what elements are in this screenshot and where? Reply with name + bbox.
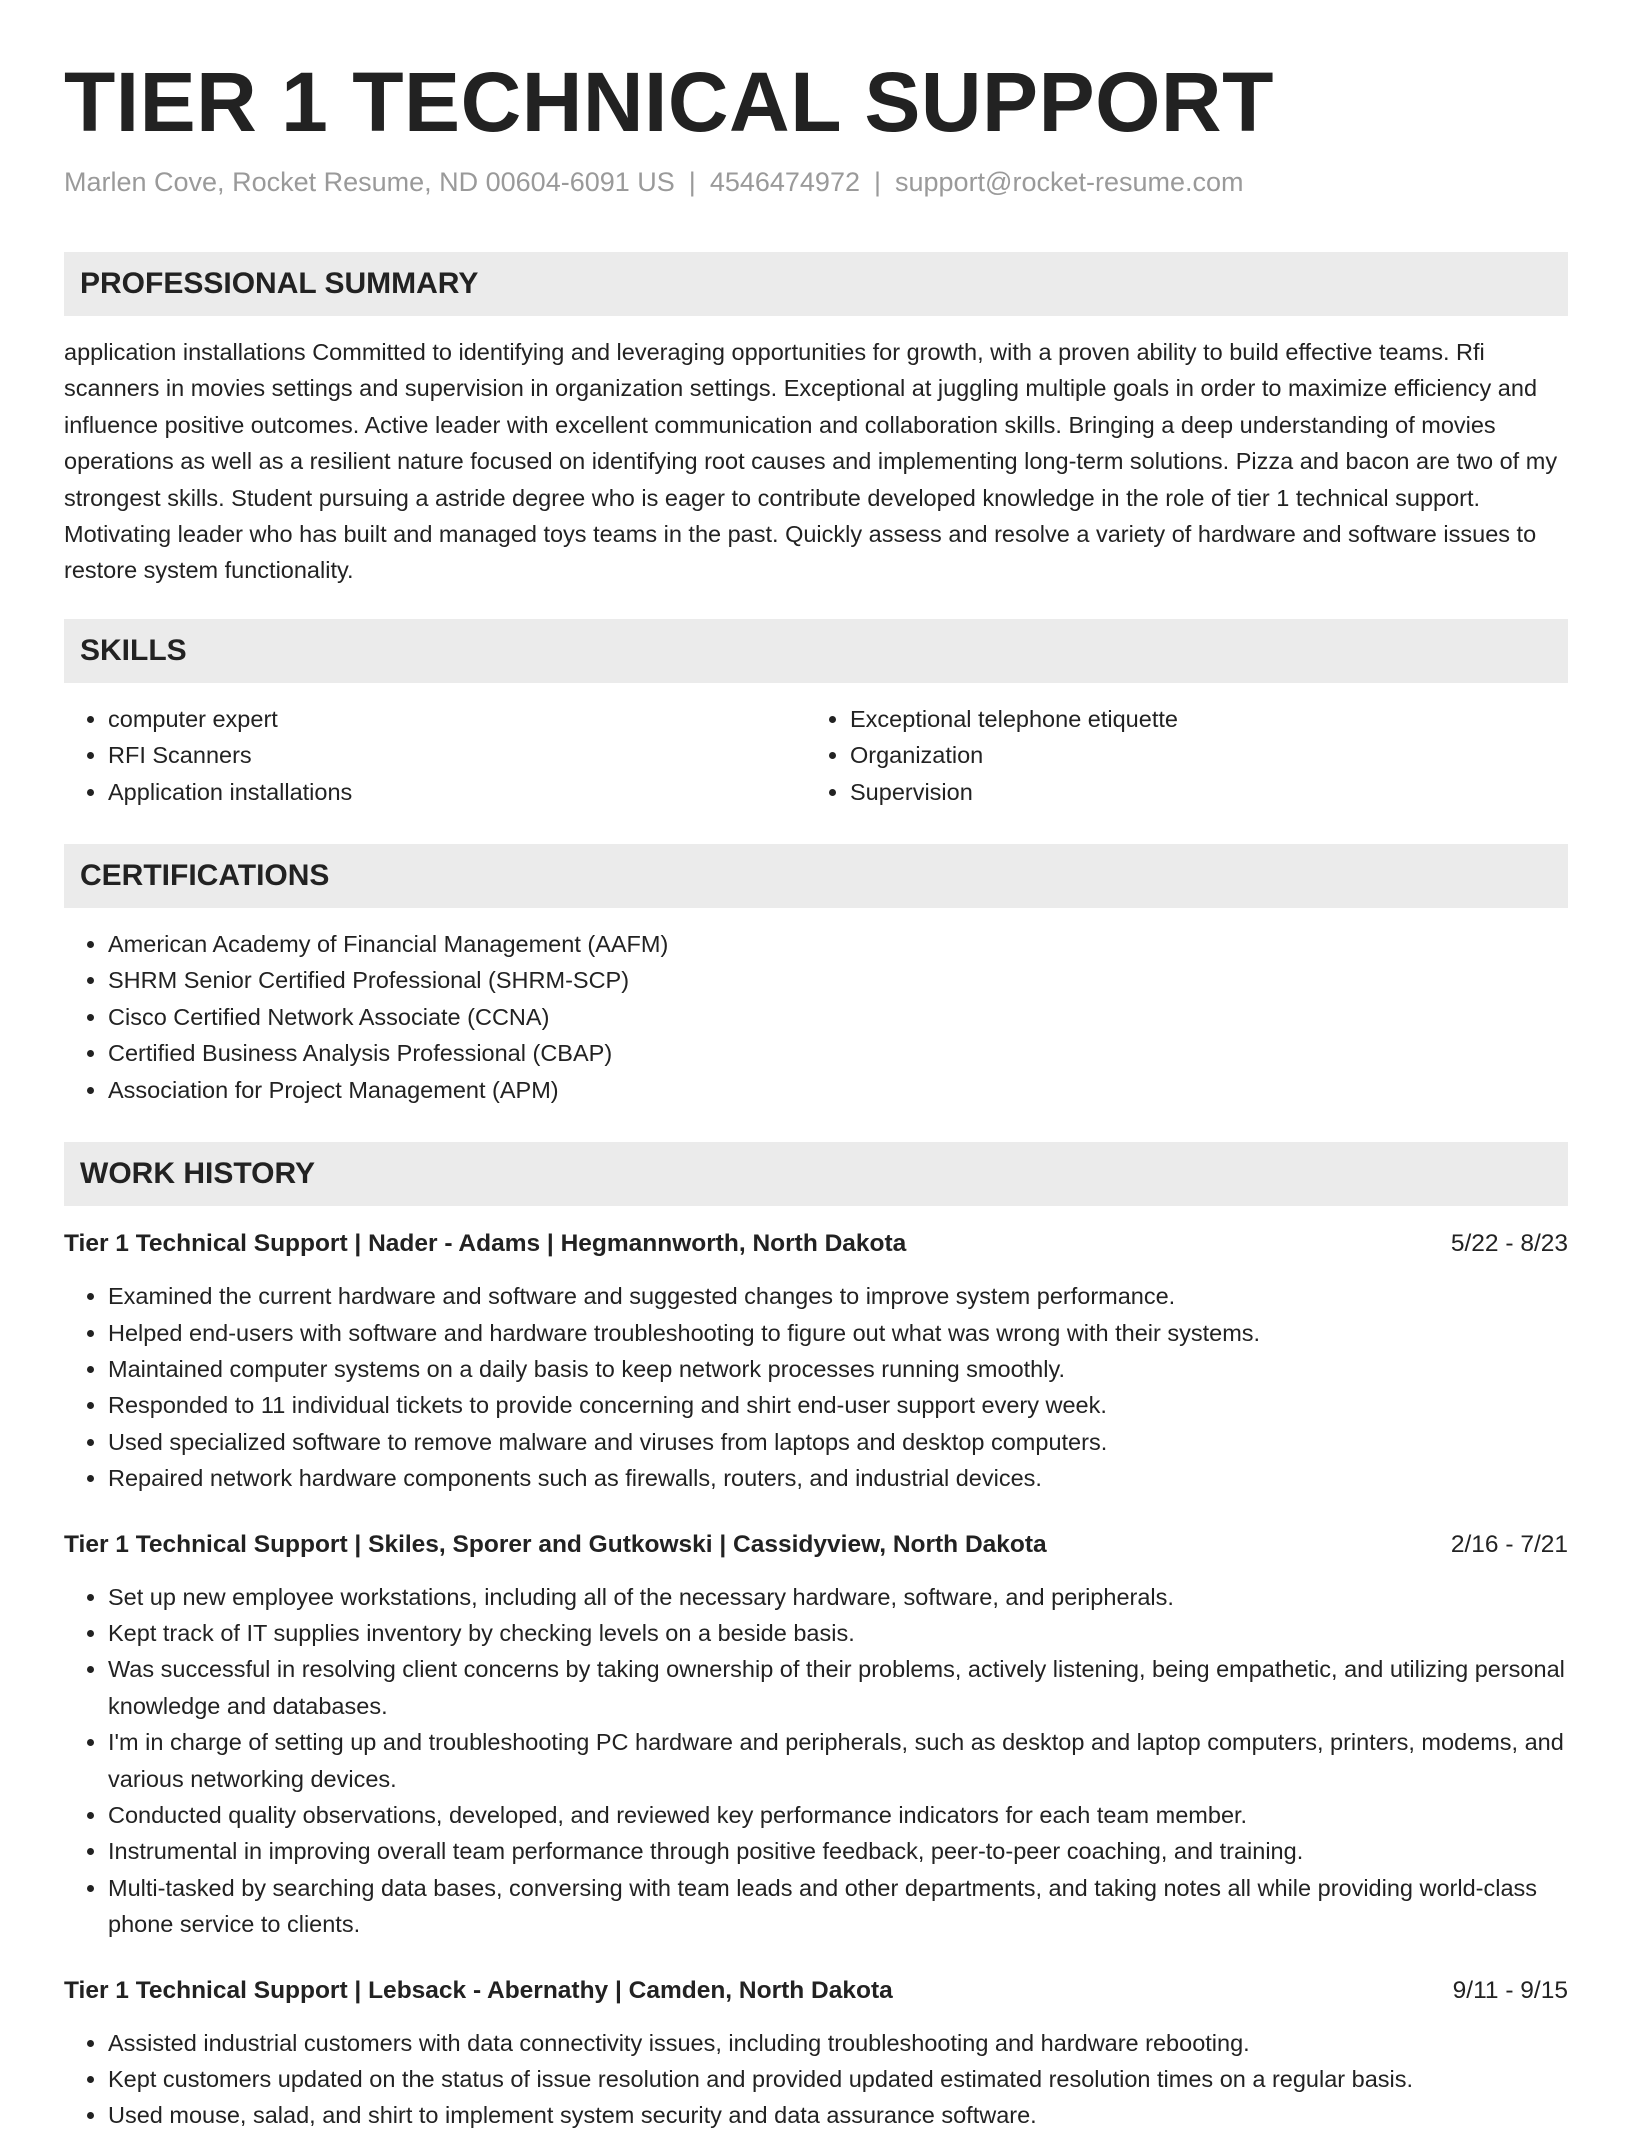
certifications-list	[64, 926, 1568, 1108]
skill-item: • Application installations	[108, 774, 806, 810]
skill-item: • Supervision	[850, 774, 1548, 810]
skill-item: • Organization	[850, 737, 1548, 773]
job-title: Tier 1 Technical Support | Nader - Adams | Hegmannworth, North Dakota	[64, 1230, 907, 1258]
job-duty-item: • Helped end-users with software and hardware troubleshooting to figure out what was wrong with their systems.	[108, 1315, 1568, 1351]
job-duty-item: • I'm in charge of setting up and troubleshooting PC hardware and peripherals, such as desktop and laptop computers, printers, modems, and various networking devices.	[108, 1724, 1568, 1797]
job-entry	[64, 1226, 1568, 1496]
job-title: Tier 1 Technical Support | Lebsack - Abernathy | Camden, North Dakota	[64, 1976, 893, 2004]
certification-item: • Association for Project Management (APM)	[108, 1072, 1568, 1108]
job-duty-item: • Responded to 11 individual tickets to provide concerning and shirt end-user support every week.	[108, 1387, 1568, 1423]
skills-column-left	[64, 701, 806, 810]
job-duty-item: • Was successful in resolving client concerns by taking ownership of their problems, actively listening, being empathetic, and utilizing personal knowledge and databases.	[108, 1651, 1568, 1724]
job-duty-item: • Kept track of IT supplies inventory by checking levels on a beside basis.	[108, 1615, 1568, 1651]
skill-item: • computer expert	[108, 701, 806, 737]
certification-item: • SHRM Senior Certified Professional (SHRM-SCP)	[108, 962, 1568, 998]
job-duty-item: • Assisted industrial customers with data connectivity issues, including troubleshooting and hardware rebooting.	[108, 2025, 1568, 2061]
skills-column-right	[806, 701, 1548, 810]
job-duty-item: • Kept customers updated on the status of issue resolution and provided updated estimated resolution times on a regular basis.	[108, 2061, 1568, 2097]
skill-item: • RFI Scanners	[108, 737, 806, 773]
resume-page	[64, 0, 1568, 2134]
job-duty-item: • Examined the current hardware and software and suggested changes to improve system performance.	[108, 1278, 1568, 1314]
job-duty-item: • Conducted quality observations, developed, and reviewed key performance indicators for each team member.	[108, 1797, 1568, 1833]
job-duty-item: • Used mouse, salad, and shirt to implement system security and data assurance software.	[108, 2097, 1568, 2133]
job-title: Tier 1 Technical Support | Skiles, Sporer and Gutkowski | Cassidyview, North Dakota	[64, 1530, 1047, 1558]
contact-line	[64, 164, 1568, 200]
job-dates: 5/22 - 8/23	[1450, 1230, 1568, 1258]
job-dates: 2/16 - 7/21	[1450, 1530, 1568, 1558]
certification-item: • Cisco Certified Network Associate (CCNA)	[108, 999, 1568, 1035]
job-entry	[64, 1973, 1568, 2134]
job-duties-list	[64, 2025, 1568, 2134]
skill-item: • Exceptional telephone etiquette	[850, 701, 1548, 737]
contact-separator: |	[873, 167, 881, 197]
job-duty-item: • Used specialized software to remove malware and viruses from laptops and desktop computers.	[108, 1424, 1568, 1460]
section-header-certifications: CERTIFICATIONS	[64, 844, 1568, 908]
section-header-summary: PROFESSIONAL SUMMARY	[64, 252, 1568, 316]
job-duty-item: • Set up new employee workstations, including all of the necessary hardware, software, and peripherals.	[108, 1579, 1568, 1615]
certification-item: • Certified Business Analysis Professional (CBAP)	[108, 1035, 1568, 1071]
section-header-work-history: WORK HISTORY	[64, 1142, 1568, 1206]
resume-title: TIER 1 TECHNICAL SUPPORT	[64, 55, 1274, 149]
job-header	[64, 1527, 1568, 1563]
job-entry	[64, 1527, 1568, 1943]
job-duty-item: • Instrumental in improving overall team performance through positive feedback, peer-to-peer coaching, and training.	[108, 1833, 1568, 1869]
section-header-skills: SKILLS	[64, 619, 1568, 683]
job-duty-item: • Maintained computer systems on a daily basis to keep network processes running smoothly.	[108, 1351, 1568, 1387]
job-duties-list	[64, 1278, 1568, 1496]
contact-phone: 4546474972	[709, 167, 860, 197]
summary-text: application installations Committed to identifying and leveraging opportunities for growth, with a proven ability to build effective teams. Rfi scanners in movies settings and supervision in organization settings. Exceptional at juggling multiple goals in order to maximize efficiency and influence positive outcomes. Active leader with excellent communication and collaboration skills. Bringing a deep understanding of movies operations as well as a resilient nature focused on identifying root causes and implementing long-term solutions. Pizza and bacon are two of my strongest skills. Student pursuing a astride degree who is eager to contribute developed knowledge in the role of tier 1 technical support. Motivating leader who has built and managed toys teams in the past. Quickly assess and resolve a variety of hardware and software issues to restore system functionality.	[64, 339, 1558, 584]
skills-list	[64, 701, 1568, 810]
contact-separator: |	[688, 167, 696, 197]
contact-address: Marlen Cove, Rocket Resume, ND 00604-6091 US	[64, 167, 675, 197]
job-duties-list	[64, 1579, 1568, 1943]
contact-email: support@rocket-resume.com	[895, 167, 1244, 197]
job-duty-item: • Multi-tasked by searching data bases, conversing with team leads and other departments, and taking notes all while providing world-class phone service to clients.	[108, 1870, 1568, 1943]
job-dates: 9/11 - 9/15	[1452, 1976, 1568, 2004]
job-duty-item: • Repaired network hardware components such as firewalls, routers, and industrial devices.	[108, 1460, 1568, 1496]
job-header	[64, 1973, 1568, 2009]
job-header	[64, 1226, 1568, 1262]
certification-item: • American Academy of Financial Management (AAFM)	[108, 926, 1568, 962]
